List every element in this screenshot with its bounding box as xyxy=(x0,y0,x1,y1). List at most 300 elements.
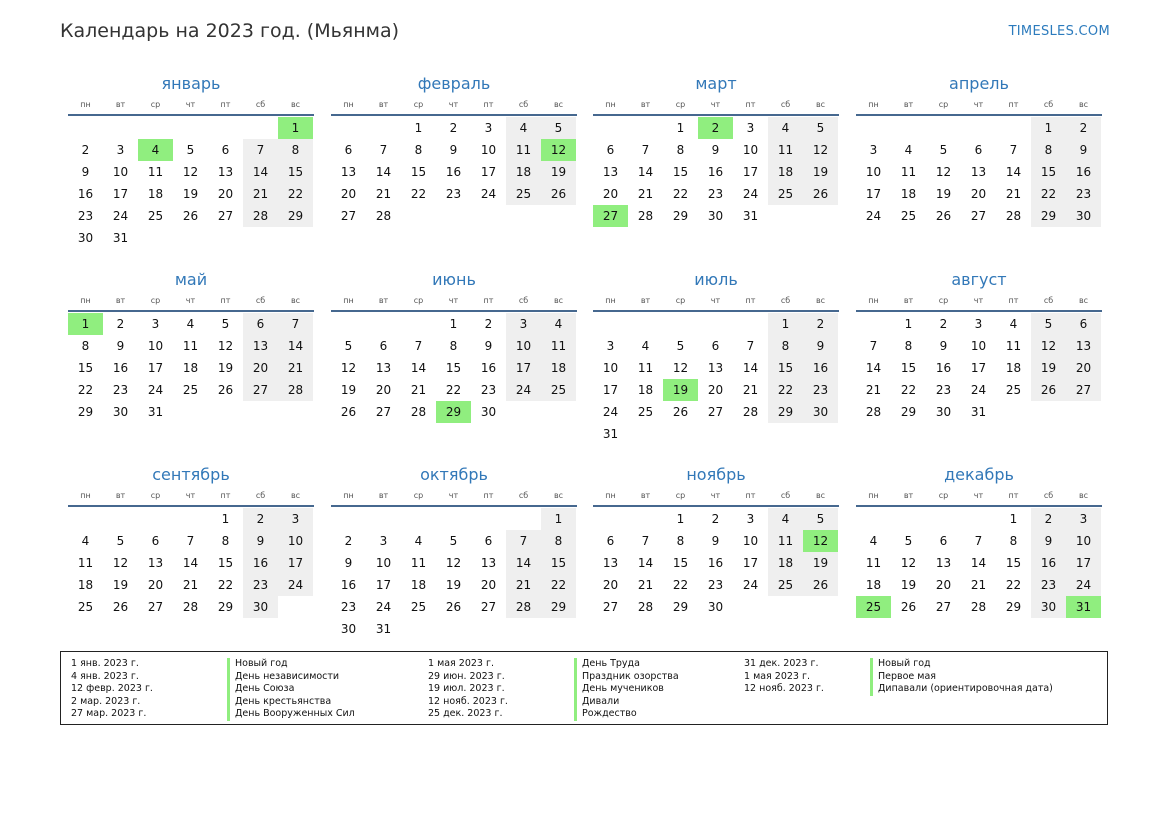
day-cell: 27 xyxy=(707,405,724,419)
day-cell: 29 xyxy=(672,600,689,614)
legend-name: Рождество xyxy=(582,708,637,720)
day-cell: 28 xyxy=(865,405,882,419)
weekday-label: пт xyxy=(1008,296,1019,305)
day-cell: 19 xyxy=(541,161,576,183)
brand-link[interactable]: TIMESLES.COM xyxy=(1008,24,1110,39)
day-cell: 18 xyxy=(410,578,427,592)
day-cell: 1 xyxy=(768,313,803,335)
month-block xyxy=(331,270,577,423)
day-cell: 8 xyxy=(1031,139,1066,161)
day-cell: 22 xyxy=(278,183,313,205)
weekday-header xyxy=(68,491,314,507)
day-cell: 2 xyxy=(344,534,353,548)
legend-name: Дивали xyxy=(582,695,620,707)
weekday-label: пт xyxy=(745,491,756,500)
empty-cell xyxy=(103,508,138,530)
day-cell: 26 xyxy=(672,405,689,419)
day-cell: 9 xyxy=(803,335,838,357)
legend-name: День Вооруженных Сил xyxy=(235,708,355,720)
day-cell: 4 xyxy=(641,339,650,353)
day-cell: 30 xyxy=(112,405,129,419)
day-cell: 26 xyxy=(1031,379,1066,401)
day-cell: 4 xyxy=(768,508,803,530)
day-cell: 4 xyxy=(186,317,195,331)
holiday-day-cell: 1 xyxy=(278,117,313,139)
holiday-day-cell: 27 xyxy=(593,205,628,227)
day-grid xyxy=(68,117,314,249)
day-cell: 6 xyxy=(379,339,388,353)
day-cell: 6 xyxy=(484,534,493,548)
weekday-label: ср xyxy=(413,296,424,305)
day-grid xyxy=(593,508,839,618)
day-cell: 18 xyxy=(182,361,199,375)
month-name: октябрь xyxy=(420,465,488,484)
day-cell: 12 xyxy=(217,339,234,353)
day-cell: 27 xyxy=(935,600,952,614)
weekday-label: сб xyxy=(255,491,266,500)
month-name: февраль xyxy=(417,74,491,93)
day-cell: 4 xyxy=(1009,317,1018,331)
day-cell: 10 xyxy=(480,143,497,157)
weekday-label: ср xyxy=(413,100,424,109)
day-cell: 18 xyxy=(768,161,803,183)
day-cell: 29 xyxy=(768,401,803,423)
day-cell: 5 xyxy=(221,317,230,331)
day-cell: 25 xyxy=(147,209,164,223)
day-cell: 10 xyxy=(506,335,541,357)
day-cell: 11 xyxy=(541,335,576,357)
day-cell: 27 xyxy=(602,600,619,614)
empty-cell xyxy=(208,117,243,139)
day-cell: 21 xyxy=(375,187,392,201)
day-cell: 3 xyxy=(974,317,983,331)
day-cell: 3 xyxy=(869,143,878,157)
holiday-day-cell: 31 xyxy=(1066,596,1101,618)
day-cell: 23 xyxy=(935,383,952,397)
day-cell: 7 xyxy=(869,339,878,353)
day-cell: 20 xyxy=(935,578,952,592)
day-cell: 9 xyxy=(1066,139,1101,161)
day-cell: 13 xyxy=(1066,335,1101,357)
day-cell: 26 xyxy=(541,183,576,205)
month-name: декабрь xyxy=(944,465,1014,484)
day-cell: 11 xyxy=(768,139,803,161)
weekday-label: пт xyxy=(745,100,756,109)
weekday-label: вс xyxy=(1078,491,1089,500)
day-cell: 11 xyxy=(182,339,199,353)
day-cell: 29 xyxy=(900,405,917,419)
day-cell: 24 xyxy=(375,600,392,614)
day-cell: 19 xyxy=(217,361,234,375)
day-cell: 15 xyxy=(1031,161,1066,183)
day-cell: 8 xyxy=(221,534,230,548)
empty-cell xyxy=(471,508,506,530)
day-cell: 1 xyxy=(449,317,458,331)
day-cell: 18 xyxy=(506,161,541,183)
day-cell: 4 xyxy=(81,534,90,548)
day-cell: 28 xyxy=(742,405,759,419)
day-cell: 20 xyxy=(602,187,619,201)
day-cell: 25 xyxy=(410,600,427,614)
day-cell: 3 xyxy=(746,512,755,526)
empty-cell xyxy=(856,117,891,139)
day-cell: 8 xyxy=(541,530,576,552)
day-cell: 31 xyxy=(970,405,987,419)
day-cell: 16 xyxy=(803,357,838,379)
empty-cell xyxy=(366,508,401,530)
weekday-label: вс xyxy=(553,296,564,305)
legend-date: 12 нояб. 2023 г. xyxy=(428,695,508,707)
day-cell: 6 xyxy=(711,339,720,353)
day-cell: 10 xyxy=(742,534,759,548)
day-cell: 27 xyxy=(375,405,392,419)
day-cell: 8 xyxy=(904,339,913,353)
day-cell: 31 xyxy=(112,231,129,245)
empty-cell xyxy=(331,508,366,530)
day-cell: 5 xyxy=(1031,313,1066,335)
empty-cell xyxy=(366,313,401,335)
day-cell: 25 xyxy=(77,600,94,614)
day-cell: 25 xyxy=(768,574,803,596)
day-cell: 16 xyxy=(707,165,724,179)
weekday-label: ср xyxy=(150,296,161,305)
day-cell: 2 xyxy=(1066,117,1101,139)
day-cell: 7 xyxy=(974,534,983,548)
empty-cell xyxy=(68,117,103,139)
day-cell: 22 xyxy=(672,187,689,201)
empty-cell xyxy=(331,313,366,335)
empty-cell xyxy=(138,117,173,139)
day-cell: 22 xyxy=(768,379,803,401)
day-cell: 19 xyxy=(340,383,357,397)
empty-cell xyxy=(593,313,628,335)
weekday-header xyxy=(593,296,839,312)
day-cell: 30 xyxy=(243,596,278,618)
day-cell: 28 xyxy=(182,600,199,614)
legend-date: 4 янв. 2023 г. xyxy=(71,670,139,682)
day-cell: 24 xyxy=(865,209,882,223)
weekday-label: пт xyxy=(1008,491,1019,500)
day-cell: 24 xyxy=(742,578,759,592)
day-cell: 13 xyxy=(602,165,619,179)
day-cell: 9 xyxy=(711,534,720,548)
empty-cell xyxy=(366,117,401,139)
day-cell: 10 xyxy=(278,530,313,552)
day-cell: 5 xyxy=(449,534,458,548)
day-cell: 6 xyxy=(221,143,230,157)
legend-name: Новый год xyxy=(235,658,288,669)
day-cell: 31 xyxy=(375,622,392,636)
weekday-label: ср xyxy=(938,100,949,109)
day-cell: 14 xyxy=(865,361,882,375)
day-cell: 22 xyxy=(900,383,917,397)
weekday-label: пт xyxy=(745,296,756,305)
day-cell: 12 xyxy=(935,165,952,179)
empty-cell xyxy=(733,313,768,335)
day-cell: 21 xyxy=(970,578,987,592)
day-cell: 27 xyxy=(340,209,357,223)
day-cell: 24 xyxy=(506,379,541,401)
weekday-label: вс xyxy=(815,100,826,109)
day-cell: 22 xyxy=(77,383,94,397)
day-grid xyxy=(68,508,314,618)
weekday-label: пт xyxy=(483,100,494,109)
day-cell: 28 xyxy=(506,596,541,618)
day-cell: 11 xyxy=(1005,339,1022,353)
legend-dates-col-1 xyxy=(71,658,153,721)
day-cell: 12 xyxy=(803,139,838,161)
day-cell: 20 xyxy=(217,187,234,201)
day-cell: 15 xyxy=(900,361,917,375)
day-cell: 19 xyxy=(182,187,199,201)
day-cell: 15 xyxy=(1005,556,1022,570)
holiday-day-cell: 4 xyxy=(138,139,173,161)
day-cell: 4 xyxy=(869,534,878,548)
month-name: январь xyxy=(161,74,221,93)
empty-cell xyxy=(961,117,996,139)
day-cell: 19 xyxy=(445,578,462,592)
day-cell: 23 xyxy=(707,578,724,592)
day-cell: 7 xyxy=(243,139,278,161)
day-cell: 19 xyxy=(935,187,952,201)
legend-name: День мучеников xyxy=(582,683,664,695)
day-cell: 18 xyxy=(77,578,94,592)
day-cell: 16 xyxy=(340,578,357,592)
day-cell: 7 xyxy=(1009,143,1018,157)
empty-cell xyxy=(698,313,733,335)
month-block xyxy=(68,465,314,618)
day-cell: 17 xyxy=(602,383,619,397)
day-cell: 10 xyxy=(865,165,882,179)
holiday-day-cell: 19 xyxy=(663,379,698,401)
day-cell: 23 xyxy=(445,187,462,201)
weekday-label: сб xyxy=(1043,491,1054,500)
day-cell: 4 xyxy=(768,117,803,139)
day-cell: 4 xyxy=(414,534,423,548)
weekday-header xyxy=(331,296,577,312)
month-block xyxy=(331,74,577,227)
month-block xyxy=(856,74,1102,227)
day-cell: 14 xyxy=(970,556,987,570)
day-cell: 8 xyxy=(676,534,685,548)
day-cell: 21 xyxy=(243,183,278,205)
weekday-label: вс xyxy=(553,491,564,500)
day-cell: 12 xyxy=(900,556,917,570)
holiday-day-cell: 29 xyxy=(436,401,471,423)
day-cell: 16 xyxy=(480,361,497,375)
holiday-day-cell: 25 xyxy=(856,596,891,618)
weekday-label: вс xyxy=(1078,100,1089,109)
empty-cell xyxy=(996,117,1031,139)
day-cell: 8 xyxy=(81,339,90,353)
empty-cell xyxy=(506,508,541,530)
weekday-header xyxy=(331,491,577,507)
day-cell: 22 xyxy=(541,574,576,596)
day-cell: 26 xyxy=(112,600,129,614)
day-cell: 29 xyxy=(541,596,576,618)
empty-cell xyxy=(856,508,891,530)
day-cell: 25 xyxy=(541,379,576,401)
weekday-label: чт xyxy=(185,100,196,109)
day-cell: 5 xyxy=(186,143,195,157)
day-cell: 24 xyxy=(112,209,129,223)
day-cell: 11 xyxy=(900,165,917,179)
day-cell: 8 xyxy=(768,335,803,357)
day-cell: 5 xyxy=(541,117,576,139)
legend-name: Праздник озорства xyxy=(582,670,679,682)
day-cell: 22 xyxy=(217,578,234,592)
day-cell: 20 xyxy=(375,383,392,397)
day-cell: 7 xyxy=(414,339,423,353)
day-cell: 11 xyxy=(637,361,654,375)
day-cell: 9 xyxy=(449,143,458,157)
day-cell: 9 xyxy=(1031,530,1066,552)
day-grid xyxy=(593,117,839,227)
weekday-label: вс xyxy=(815,296,826,305)
day-cell: 27 xyxy=(480,600,497,614)
day-cell: 27 xyxy=(1066,379,1101,401)
weekday-label: чт xyxy=(710,100,721,109)
day-cell: 17 xyxy=(742,165,759,179)
day-cell: 9 xyxy=(81,165,90,179)
day-cell: 2 xyxy=(243,508,278,530)
day-cell: 26 xyxy=(935,209,952,223)
day-cell: 21 xyxy=(182,578,199,592)
day-cell: 18 xyxy=(768,552,803,574)
weekday-label: ср xyxy=(675,100,686,109)
legend-name: Новый год xyxy=(878,658,931,669)
day-cell: 19 xyxy=(1031,357,1066,379)
legend-names-col-1 xyxy=(227,658,355,721)
day-cell: 15 xyxy=(672,556,689,570)
day-cell: 14 xyxy=(1005,165,1022,179)
month-block xyxy=(856,465,1102,618)
day-cell: 23 xyxy=(340,600,357,614)
day-cell: 28 xyxy=(278,379,313,401)
day-cell: 30 xyxy=(77,231,94,245)
day-cell: 15 xyxy=(768,357,803,379)
day-cell: 20 xyxy=(707,383,724,397)
weekday-header xyxy=(856,100,1102,116)
weekday-label: чт xyxy=(448,296,459,305)
legend-names-col-3 xyxy=(870,658,1053,696)
empty-cell xyxy=(628,508,663,530)
day-cell: 15 xyxy=(278,161,313,183)
day-grid xyxy=(856,313,1102,423)
day-cell: 7 xyxy=(641,143,650,157)
legend-dates-col-3 xyxy=(744,658,824,696)
month-name: апрель xyxy=(949,74,1009,93)
day-cell: 30 xyxy=(340,622,357,636)
month-block xyxy=(331,465,577,640)
day-cell: 6 xyxy=(974,143,983,157)
weekday-label: вт xyxy=(115,100,126,109)
day-cell: 17 xyxy=(480,165,497,179)
weekday-label: пн xyxy=(605,100,616,109)
day-cell: 18 xyxy=(1005,361,1022,375)
empty-cell xyxy=(663,313,698,335)
day-grid xyxy=(331,508,577,640)
weekday-label: чт xyxy=(973,491,984,500)
month-block xyxy=(593,465,839,618)
legend-date: 29 июн. 2023 г. xyxy=(428,670,505,682)
weekday-label: пт xyxy=(1008,100,1019,109)
weekday-label: пн xyxy=(868,491,879,500)
day-cell: 18 xyxy=(865,578,882,592)
weekday-label: ср xyxy=(150,491,161,500)
day-cell: 17 xyxy=(506,357,541,379)
day-cell: 16 xyxy=(112,361,129,375)
day-cell: 26 xyxy=(900,600,917,614)
day-cell: 3 xyxy=(379,534,388,548)
weekday-label: вс xyxy=(290,100,301,109)
day-cell: 18 xyxy=(147,187,164,201)
day-cell: 13 xyxy=(970,165,987,179)
weekday-label: вс xyxy=(553,100,564,109)
day-cell: 11 xyxy=(768,530,803,552)
day-cell: 15 xyxy=(410,165,427,179)
weekday-label: пн xyxy=(80,100,91,109)
weekday-label: сб xyxy=(1043,296,1054,305)
weekday-label: чт xyxy=(973,296,984,305)
weekday-label: пт xyxy=(220,100,231,109)
weekday-header xyxy=(68,100,314,116)
weekday-label: вт xyxy=(640,296,651,305)
month-name: июль xyxy=(694,270,738,289)
weekday-label: чт xyxy=(448,100,459,109)
empty-cell xyxy=(173,117,208,139)
day-cell: 29 xyxy=(77,405,94,419)
weekday-label: ср xyxy=(938,296,949,305)
day-cell: 5 xyxy=(676,339,685,353)
weekday-label: вс xyxy=(1078,296,1089,305)
day-cell: 24 xyxy=(1066,574,1101,596)
day-cell: 7 xyxy=(379,143,388,157)
day-cell: 29 xyxy=(672,209,689,223)
weekday-label: пн xyxy=(343,296,354,305)
day-cell: 23 xyxy=(707,187,724,201)
empty-cell xyxy=(926,508,961,530)
day-cell: 17 xyxy=(865,187,882,201)
day-cell: 21 xyxy=(637,578,654,592)
month-name: август xyxy=(951,270,1007,289)
legend-name: День Союза xyxy=(235,683,295,695)
weekday-label: пн xyxy=(605,296,616,305)
day-cell: 11 xyxy=(410,556,427,570)
day-cell: 24 xyxy=(278,574,313,596)
day-cell: 10 xyxy=(1066,530,1101,552)
weekday-label: вт xyxy=(378,296,389,305)
day-cell: 1 xyxy=(1031,117,1066,139)
day-cell: 8 xyxy=(449,339,458,353)
day-cell: 14 xyxy=(742,361,759,375)
weekday-label: ср xyxy=(413,491,424,500)
day-cell: 22 xyxy=(672,578,689,592)
weekday-label: вс xyxy=(290,491,301,500)
day-cell: 13 xyxy=(243,335,278,357)
day-cell: 19 xyxy=(803,161,838,183)
day-cell: 30 xyxy=(480,405,497,419)
day-grid xyxy=(593,313,839,445)
legend-date: 31 дек. 2023 г. xyxy=(744,658,819,669)
day-cell: 26 xyxy=(217,383,234,397)
empty-cell xyxy=(173,508,208,530)
day-cell: 7 xyxy=(746,339,755,353)
month-block xyxy=(593,270,839,445)
day-cell: 12 xyxy=(340,361,357,375)
holiday-day-cell: 12 xyxy=(803,530,838,552)
day-cell: 20 xyxy=(243,357,278,379)
